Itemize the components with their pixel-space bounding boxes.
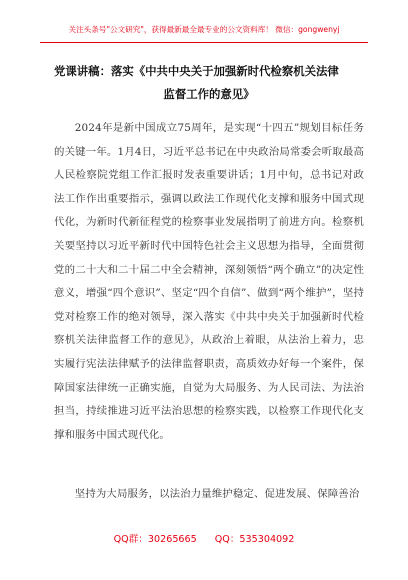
body-paragraph-1: 2024年是新中国成立75周年，是实现“十四五”规划目标任务的关键一年。1月4日，习近平总书记在中央政治局常委会听取最高人民检察院党组工作汇报时发表重要讲话；1月中旬，总书记对政法工作作出重要指示，强调以政法工作现代化支撑和服务中国式现代化，为新时代新征程党的检察事业发展指明了前进方向。检察机关要坚持以习近平新时代中国特色社会主义思想为指导，全面贯彻党的二十大和二十届二中全会精神，深刻领悟“两个确立”的决定性意义，增强“四个意识”、坚定“四个自信”、做到“两个维护”，坚持党对检察工作的绝对领导，深入落实《中共中央关于加强新时代检察机关法律监督工作的意见》，从政治上着眼，从法治上着力，忠实履行宪法法律赋予的法律监督职责，高质效办好每一个案件，保障国家法律统一正确实施，自觉为大局服务、为人民司法、为法治担当，持续推进习近平法治思想的检察实践，以检察工作现代化支撑和服务中国式现代化。 — [54, 122, 364, 441]
header-divider — [40, 42, 368, 43]
title-line-1: 党课讲稿：落实《中共中央关于加强新时代检察机关法律 — [54, 64, 339, 78]
footer-contact — [0, 534, 408, 546]
footer-qq-group: QQ群：30265665 — [113, 534, 197, 545]
header-banner: 关注头条号"公文研究"，获得最新最全最专业的公文资料库！ 微信：gongwenyj — [68, 25, 340, 34]
document-title — [54, 60, 364, 106]
footer-qq: QQ：535304092 — [214, 534, 295, 545]
title-line-2: 监督工作的意见》 — [163, 87, 255, 101]
body-paragraph-2: 坚持为大局服务，以法治力量维护稳定、促进发展、保障善治 — [74, 488, 360, 500]
